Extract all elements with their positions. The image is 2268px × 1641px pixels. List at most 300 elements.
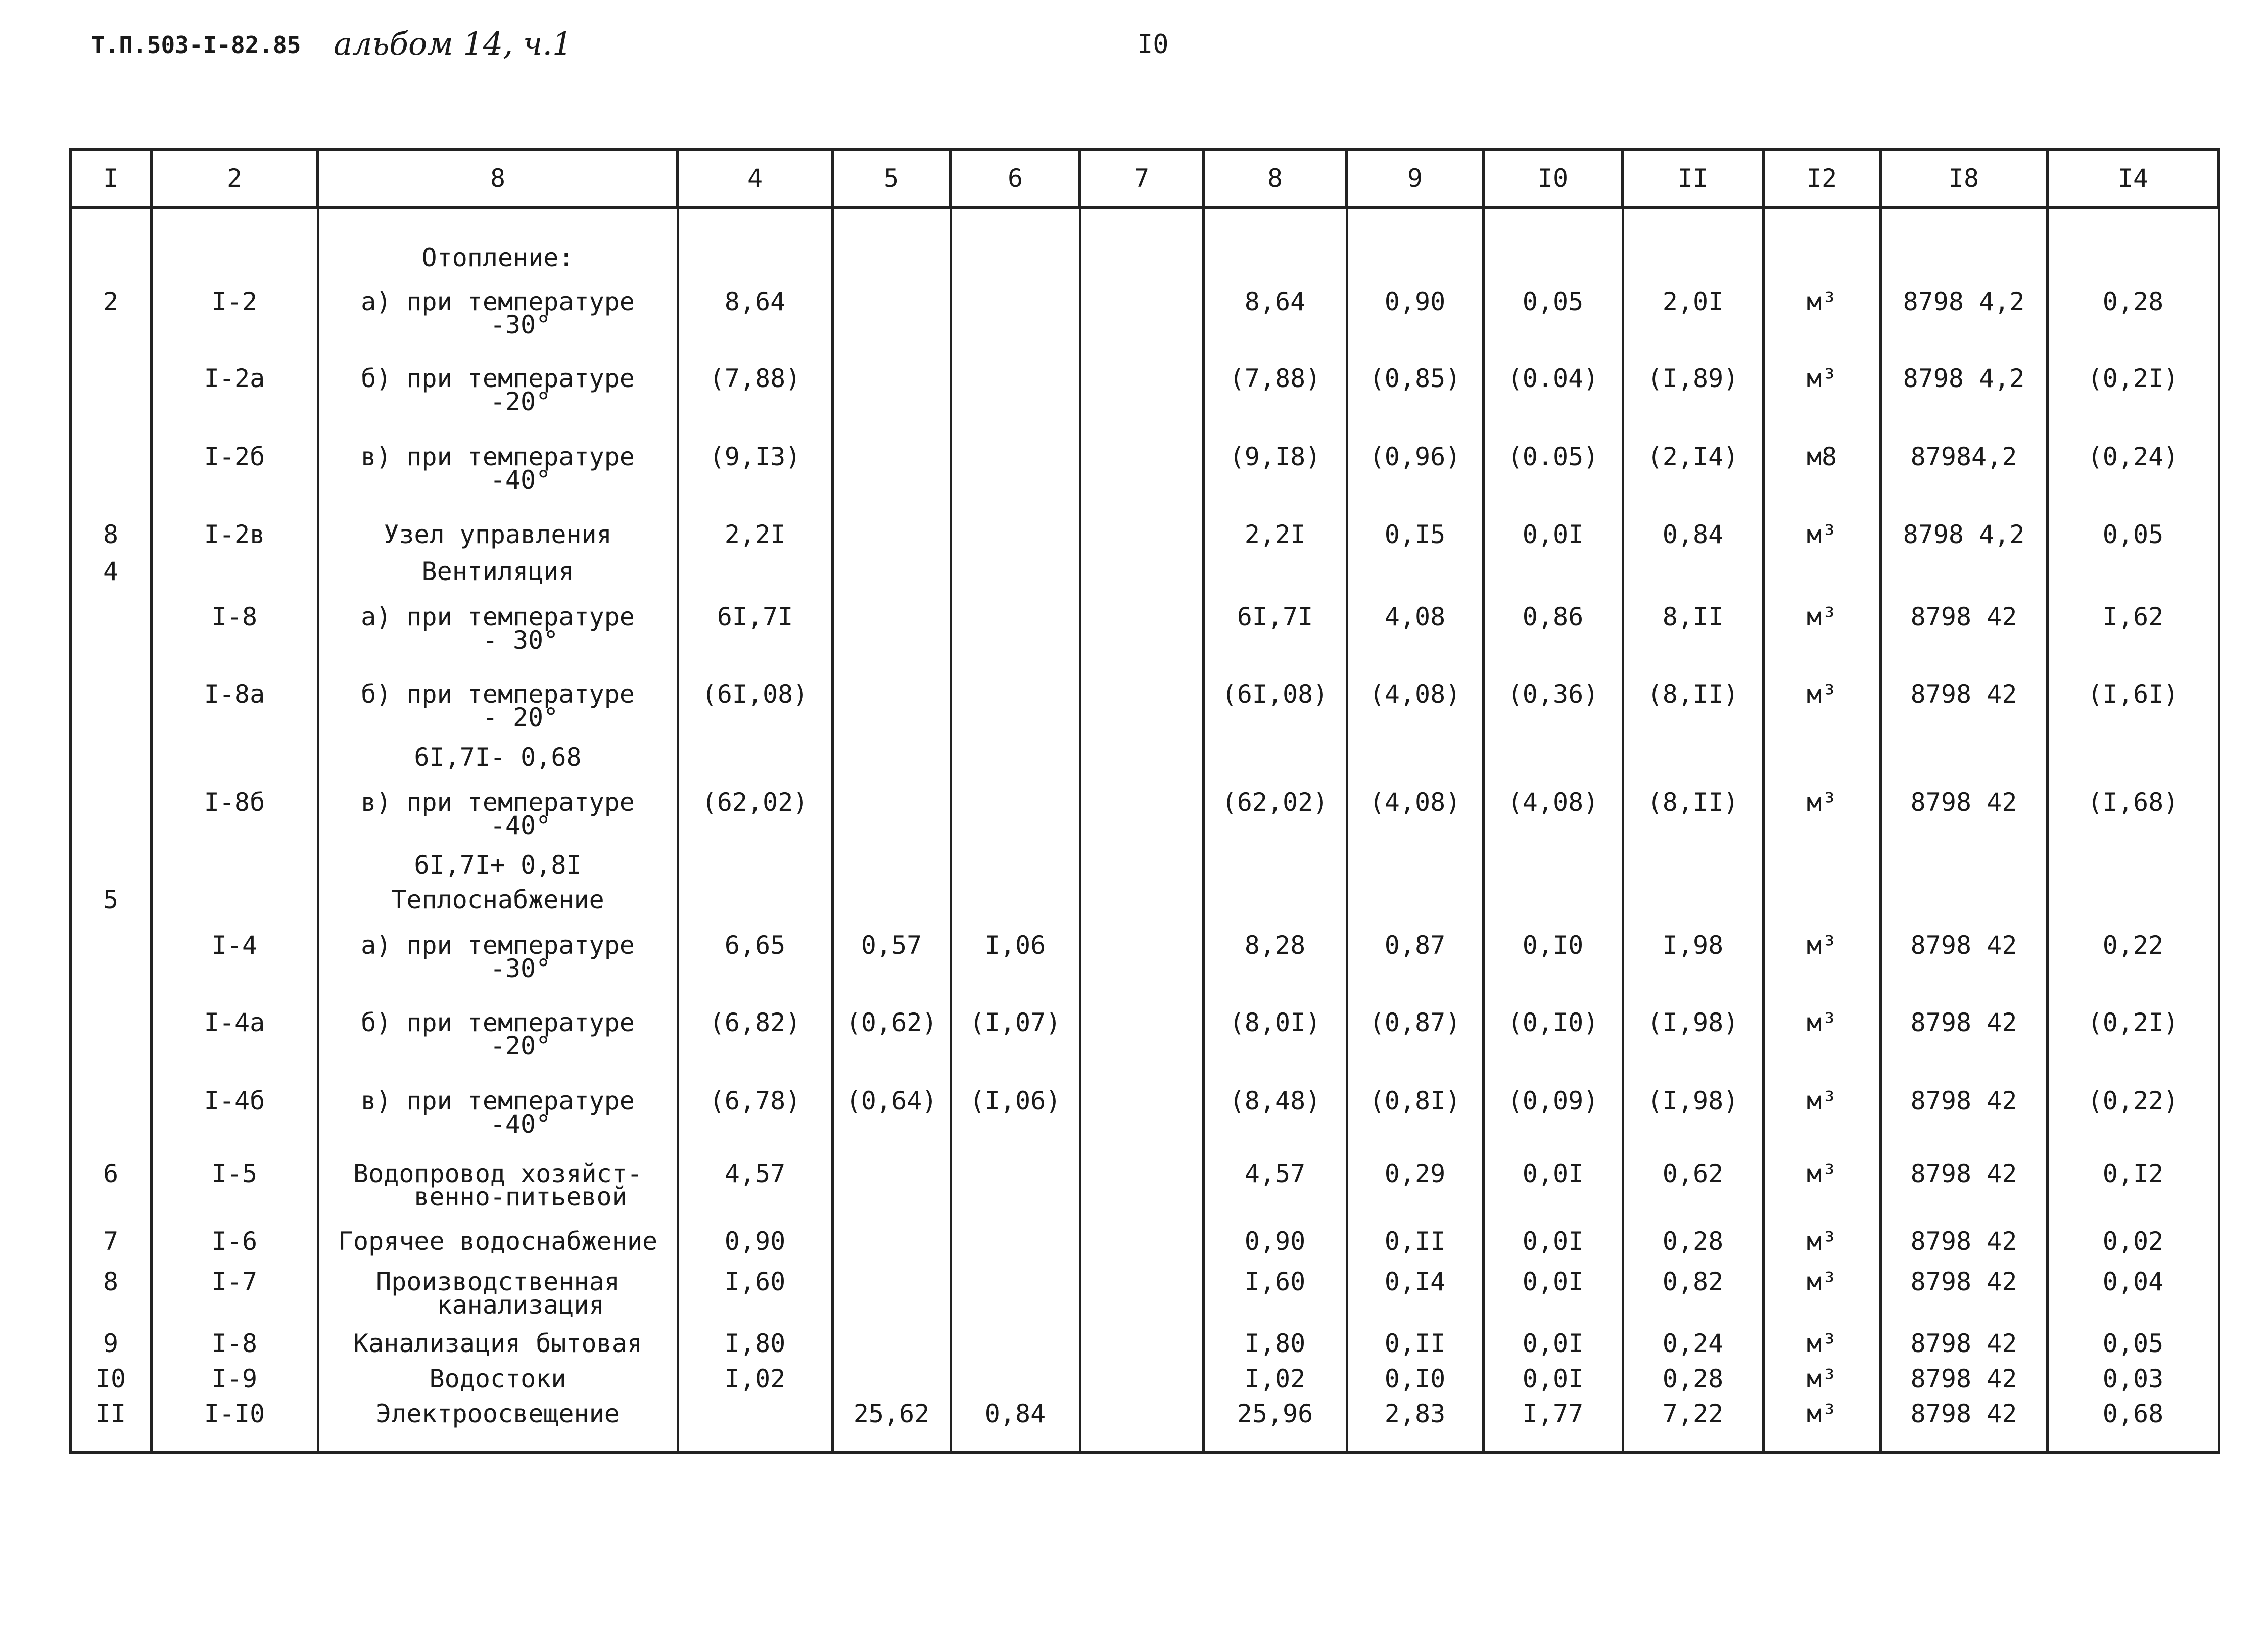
row-value xyxy=(832,882,951,916)
row-value: 0,90 xyxy=(678,1218,832,1259)
row-code xyxy=(151,553,318,588)
row-value: (I,06) xyxy=(951,1068,1080,1146)
description-line: б) при температуре xyxy=(361,1008,635,1038)
row-value: I,98 xyxy=(1623,917,1763,989)
row-value xyxy=(832,1145,951,1218)
row-value xyxy=(832,1361,951,1395)
table-row xyxy=(70,1068,2219,1146)
row-value: 2,83 xyxy=(1347,1395,1483,1431)
table-row xyxy=(70,589,2219,661)
row-description xyxy=(318,278,678,345)
row-value xyxy=(1880,208,2047,278)
row-value xyxy=(951,847,1080,882)
row-value xyxy=(832,1325,951,1360)
spacer-cell xyxy=(1623,1431,1763,1453)
row-value: 8798 42 xyxy=(1880,661,2047,739)
row-code: I-8 xyxy=(151,1325,318,1360)
description-subline: -20° xyxy=(490,387,551,417)
row-value xyxy=(832,501,951,553)
row-value xyxy=(1203,847,1347,882)
table-row xyxy=(70,661,2219,739)
row-value: (4,08) xyxy=(1347,774,1483,846)
row-value xyxy=(951,1218,1080,1259)
row-code: I-2б xyxy=(151,423,318,502)
col-header: 4 xyxy=(678,149,832,208)
row-value: 8798 42 xyxy=(1880,1395,2047,1431)
spacer-cell xyxy=(151,1431,318,1453)
description-line: в) при температуре xyxy=(361,442,635,471)
row-value xyxy=(1080,553,1203,588)
row-value: 0,24 xyxy=(1623,1325,1763,1360)
row-code: I-4б xyxy=(151,1068,318,1146)
row-value xyxy=(1623,553,1763,588)
row-value: 0,68 xyxy=(2047,1395,2219,1431)
row-description xyxy=(318,774,678,846)
description-line: Водостоки xyxy=(429,1364,566,1393)
row-value: (0,8I) xyxy=(1347,1068,1483,1146)
row-code xyxy=(151,847,318,882)
spacer-cell xyxy=(1347,1431,1483,1453)
row-value: (0,64) xyxy=(832,1068,951,1146)
row-value: 8,II xyxy=(1623,589,1763,661)
row-description xyxy=(318,423,678,502)
row-value xyxy=(1080,917,1203,989)
description-subline: -40° xyxy=(490,465,551,495)
document-code: Т.П.503-I-82.85 xyxy=(91,31,301,59)
spacer-cell xyxy=(1763,1431,1880,1453)
row-value xyxy=(1080,989,1203,1068)
row-value xyxy=(1080,1361,1203,1395)
row-unit: м³ xyxy=(1763,917,1880,989)
table-row xyxy=(70,774,2219,846)
row-value: (0,87) xyxy=(1347,989,1483,1068)
spacer-cell xyxy=(1203,1431,1347,1453)
row-value: 0,0I xyxy=(1483,1145,1623,1218)
row-value: 0,86 xyxy=(1483,589,1623,661)
row-value xyxy=(678,739,832,774)
table-row xyxy=(70,739,2219,774)
row-code: I-2 xyxy=(151,278,318,345)
row-code: I-5 xyxy=(151,1145,318,1218)
spacer-cell xyxy=(318,1431,678,1453)
row-code: I-6 xyxy=(151,1218,318,1259)
row-description xyxy=(318,553,678,588)
row-value: (7,88) xyxy=(1203,345,1347,423)
row-value: (7,88) xyxy=(678,345,832,423)
row-value: 0,84 xyxy=(951,1395,1080,1431)
description-line: Производственная xyxy=(376,1267,620,1297)
row-unit: м8 xyxy=(1763,423,1880,502)
row-value xyxy=(2047,847,2219,882)
row-unit: м³ xyxy=(1763,1361,1880,1395)
row-unit: м³ xyxy=(1763,1068,1880,1146)
row-value xyxy=(1347,553,1483,588)
row-value: 0,22 xyxy=(2047,917,2219,989)
row-value: 0,28 xyxy=(2047,278,2219,345)
table-row xyxy=(70,882,2219,916)
row-value: (62,02) xyxy=(1203,774,1347,846)
row-code: I-8 xyxy=(151,589,318,661)
row-value xyxy=(832,739,951,774)
row-number xyxy=(70,917,151,989)
row-description xyxy=(318,589,678,661)
row-value: I,60 xyxy=(1203,1259,1347,1325)
row-value xyxy=(832,208,951,278)
row-value: 0,I5 xyxy=(1347,501,1483,553)
row-unit xyxy=(1763,739,1880,774)
col-header: 8 xyxy=(318,149,678,208)
row-value: (0,24) xyxy=(2047,423,2219,502)
table-row xyxy=(70,1395,2219,1431)
description-subline: -20° xyxy=(490,1031,551,1061)
row-value xyxy=(951,501,1080,553)
row-value: (9,I3) xyxy=(678,423,832,502)
row-value: (8,0I) xyxy=(1203,989,1347,1068)
row-value: 25,62 xyxy=(832,1395,951,1431)
row-value: (8,II) xyxy=(1623,774,1763,846)
row-value xyxy=(1080,589,1203,661)
row-code xyxy=(151,739,318,774)
col-header: I4 xyxy=(2047,149,2219,208)
row-value: 0,0I xyxy=(1483,1361,1623,1395)
col-header: II xyxy=(1623,149,1763,208)
table-row xyxy=(70,1325,2219,1360)
row-value: I,80 xyxy=(678,1325,832,1360)
row-value: (I,89) xyxy=(1623,345,1763,423)
row-value: 0,I4 xyxy=(1347,1259,1483,1325)
row-unit: м³ xyxy=(1763,1259,1880,1325)
row-number xyxy=(70,589,151,661)
description-line: Канализация бытовая xyxy=(353,1329,642,1359)
table-row xyxy=(70,501,2219,553)
col-header: 6 xyxy=(951,149,1080,208)
row-code xyxy=(151,208,318,278)
row-value xyxy=(832,774,951,846)
description-subline: - 30° xyxy=(482,625,559,655)
row-value xyxy=(1080,345,1203,423)
row-value xyxy=(1080,774,1203,846)
row-value xyxy=(951,208,1080,278)
row-value: (62,02) xyxy=(678,774,832,846)
row-value xyxy=(1880,847,2047,882)
row-description xyxy=(318,661,678,739)
row-value: (9,I8) xyxy=(1203,423,1347,502)
row-description xyxy=(318,1395,678,1431)
row-value: 0,03 xyxy=(2047,1361,2219,1395)
row-value xyxy=(1203,208,1347,278)
row-code: I-9 xyxy=(151,1361,318,1395)
row-value xyxy=(1880,553,2047,588)
row-description xyxy=(318,847,678,882)
table-row xyxy=(70,917,2219,989)
row-value xyxy=(951,774,1080,846)
description-line: б) при температуре xyxy=(361,680,635,709)
row-value: 2,2I xyxy=(1203,501,1347,553)
row-value xyxy=(1483,208,1623,278)
description-line: в) при температуре xyxy=(361,1086,635,1116)
row-value xyxy=(1080,661,1203,739)
row-description xyxy=(318,1218,678,1259)
spacer-cell xyxy=(2047,1431,2219,1453)
description-line: Электроосвещение xyxy=(376,1399,620,1429)
row-value xyxy=(2047,553,2219,588)
row-value: 0,82 xyxy=(1623,1259,1763,1325)
row-value: 0,04 xyxy=(2047,1259,2219,1325)
row-value: 0,II xyxy=(1347,1325,1483,1360)
description-line: 6I,7I+ 0,8I xyxy=(414,850,582,880)
row-value: 0,57 xyxy=(832,917,951,989)
row-value xyxy=(951,278,1080,345)
row-value: 0,28 xyxy=(1623,1218,1763,1259)
row-description xyxy=(318,882,678,916)
row-value xyxy=(678,1395,832,1431)
row-number: 4 xyxy=(70,553,151,588)
row-value xyxy=(1347,208,1483,278)
row-code: I-4 xyxy=(151,917,318,989)
row-number xyxy=(70,208,151,278)
table-row xyxy=(70,1361,2219,1395)
description-line: Вентиляция xyxy=(421,557,574,587)
row-value xyxy=(951,1145,1080,1218)
row-value: (I,68) xyxy=(2047,774,2219,846)
row-unit: м³ xyxy=(1763,1395,1880,1431)
row-value: (0,09) xyxy=(1483,1068,1623,1146)
row-value xyxy=(1080,1259,1203,1325)
row-code: I-I0 xyxy=(151,1395,318,1431)
row-value xyxy=(1880,739,2047,774)
col-header: I8 xyxy=(1880,149,2047,208)
table-row xyxy=(70,208,2219,278)
row-description xyxy=(318,1068,678,1146)
row-value: (2,I4) xyxy=(1623,423,1763,502)
description-line: б) при температуре xyxy=(361,364,635,394)
row-value xyxy=(832,1259,951,1325)
row-unit: м³ xyxy=(1763,345,1880,423)
row-value: 0,05 xyxy=(2047,1325,2219,1360)
row-number: 6 xyxy=(70,1145,151,1218)
row-value xyxy=(678,208,832,278)
row-code: I-2в xyxy=(151,501,318,553)
row-value xyxy=(1080,847,1203,882)
row-value: (0,I0) xyxy=(1483,989,1623,1068)
row-unit: м³ xyxy=(1763,661,1880,739)
row-value xyxy=(951,423,1080,502)
row-value: I,60 xyxy=(678,1259,832,1325)
row-value: 0,I0 xyxy=(1483,917,1623,989)
col-header: I2 xyxy=(1763,149,1880,208)
description-subline: венно-питьевой xyxy=(414,1182,627,1212)
row-value xyxy=(1203,553,1347,588)
page-number: I0 xyxy=(1137,29,1169,60)
row-value xyxy=(678,882,832,916)
table-row xyxy=(70,1259,2219,1325)
row-value: 8798 42 xyxy=(1880,917,2047,989)
row-value xyxy=(951,345,1080,423)
row-value xyxy=(1080,501,1203,553)
row-number xyxy=(70,1068,151,1146)
row-value xyxy=(1203,882,1347,916)
row-value: I,02 xyxy=(678,1361,832,1395)
col-header: 7 xyxy=(1080,149,1203,208)
row-value: (4,08) xyxy=(1483,774,1623,846)
row-value: (0.05) xyxy=(1483,423,1623,502)
row-value xyxy=(1080,1325,1203,1360)
description-line: Узел управления xyxy=(384,520,612,550)
row-value: 6I,7I xyxy=(678,589,832,661)
row-number xyxy=(70,847,151,882)
row-value xyxy=(1080,423,1203,502)
row-number: 2 xyxy=(70,278,151,345)
row-code: I-7 xyxy=(151,1259,318,1325)
row-value: (4,08) xyxy=(1347,661,1483,739)
row-value: 0,0I xyxy=(1483,1218,1623,1259)
row-value xyxy=(1880,882,2047,916)
row-value: 2,2I xyxy=(678,501,832,553)
row-value xyxy=(951,739,1080,774)
description-subline: -40° xyxy=(490,811,551,841)
row-value xyxy=(832,278,951,345)
row-value: 8798 42 xyxy=(1880,1259,2047,1325)
table-body xyxy=(70,208,2219,1453)
row-value xyxy=(951,589,1080,661)
row-unit: м³ xyxy=(1763,1218,1880,1259)
row-value: (0,22) xyxy=(2047,1068,2219,1146)
row-value: (6,82) xyxy=(678,989,832,1068)
row-value xyxy=(832,589,951,661)
col-header: 8 xyxy=(1203,149,1347,208)
row-code xyxy=(151,882,318,916)
row-value: 6,65 xyxy=(678,917,832,989)
row-value: 0,84 xyxy=(1623,501,1763,553)
row-value xyxy=(1483,847,1623,882)
col-header: 9 xyxy=(1347,149,1483,208)
row-description xyxy=(318,739,678,774)
row-value: I,06 xyxy=(951,917,1080,989)
row-value xyxy=(1080,882,1203,916)
row-value xyxy=(1623,208,1763,278)
row-value: (I,07) xyxy=(951,989,1080,1068)
row-number: 5 xyxy=(70,882,151,916)
row-value: (6,78) xyxy=(678,1068,832,1146)
row-number: 7 xyxy=(70,1218,151,1259)
row-value xyxy=(832,661,951,739)
row-value: (0,36) xyxy=(1483,661,1623,739)
row-value: 7,22 xyxy=(1623,1395,1763,1431)
table-row xyxy=(70,847,2219,882)
row-value xyxy=(951,553,1080,588)
row-value: (0,85) xyxy=(1347,345,1483,423)
table-row xyxy=(70,553,2219,588)
row-value: 0,I2 xyxy=(2047,1145,2219,1218)
row-value: 0,90 xyxy=(1347,278,1483,345)
description-line: Горячее водоснабжение xyxy=(338,1226,658,1256)
row-value: I,80 xyxy=(1203,1325,1347,1360)
estimate-table xyxy=(69,148,2220,1454)
col-header: 5 xyxy=(832,149,951,208)
row-value: 0,I0 xyxy=(1347,1361,1483,1395)
row-value xyxy=(832,423,951,502)
row-value: 8798 42 xyxy=(1880,774,2047,846)
row-value xyxy=(951,1259,1080,1325)
row-value xyxy=(832,553,951,588)
row-value: I,62 xyxy=(2047,589,2219,661)
row-description xyxy=(318,1361,678,1395)
row-value: 0,0I xyxy=(1483,1259,1623,1325)
row-value: (I,6I) xyxy=(2047,661,2219,739)
description-line: а) при температуре xyxy=(361,930,635,960)
row-value xyxy=(1483,553,1623,588)
row-value: 8798 42 xyxy=(1880,589,2047,661)
table-row xyxy=(70,278,2219,345)
col-header: 2 xyxy=(151,149,318,208)
row-value: 8798 42 xyxy=(1880,1145,2047,1218)
row-description xyxy=(318,1325,678,1360)
row-value: 2,0I xyxy=(1623,278,1763,345)
row-value: (6I,08) xyxy=(1203,661,1347,739)
spacer-cell xyxy=(678,1431,832,1453)
description-line: Отопление: xyxy=(421,243,574,272)
row-value: 8798 42 xyxy=(1880,989,2047,1068)
row-value: 8798 4,2 xyxy=(1880,501,2047,553)
row-number: 8 xyxy=(70,501,151,553)
spacer-cell xyxy=(832,1431,951,1453)
table-spacer-row xyxy=(70,1431,2219,1453)
row-value xyxy=(1080,278,1203,345)
row-number xyxy=(70,345,151,423)
row-value: (0,62) xyxy=(832,989,951,1068)
row-unit xyxy=(1763,882,1880,916)
row-value xyxy=(1623,847,1763,882)
row-value: 0,0I xyxy=(1483,1325,1623,1360)
row-description xyxy=(318,345,678,423)
spacer-cell xyxy=(70,1431,151,1453)
row-value: 8,28 xyxy=(1203,917,1347,989)
row-number: 8 xyxy=(70,1259,151,1325)
row-code: I-8б xyxy=(151,774,318,846)
row-value: (0,96) xyxy=(1347,423,1483,502)
row-unit: м³ xyxy=(1763,501,1880,553)
row-number xyxy=(70,423,151,502)
row-description xyxy=(318,1145,678,1218)
row-value xyxy=(1080,208,1203,278)
row-value: 4,57 xyxy=(1203,1145,1347,1218)
row-value xyxy=(1203,739,1347,774)
row-value xyxy=(832,345,951,423)
row-value xyxy=(951,1325,1080,1360)
row-value: 0,0I xyxy=(1483,501,1623,553)
row-value: 0,05 xyxy=(1483,278,1623,345)
row-number xyxy=(70,739,151,774)
row-number xyxy=(70,774,151,846)
table-row xyxy=(70,345,2219,423)
row-value: 8,64 xyxy=(1203,278,1347,345)
description-subline: - 20° xyxy=(482,703,559,733)
row-value xyxy=(1347,882,1483,916)
row-value: (6I,08) xyxy=(678,661,832,739)
row-value xyxy=(1623,739,1763,774)
row-value xyxy=(951,661,1080,739)
row-value: 0,28 xyxy=(1623,1361,1763,1395)
row-value: 0,05 xyxy=(2047,501,2219,553)
row-value xyxy=(678,847,832,882)
row-value: 0,29 xyxy=(1347,1145,1483,1218)
row-value: 8798 42 xyxy=(1880,1068,2047,1146)
row-value: 25,96 xyxy=(1203,1395,1347,1431)
handwritten-album-note: альбом 14, ч.1 xyxy=(334,25,573,62)
row-value xyxy=(1347,739,1483,774)
spacer-cell xyxy=(1080,1431,1203,1453)
row-code: I-2а xyxy=(151,345,318,423)
